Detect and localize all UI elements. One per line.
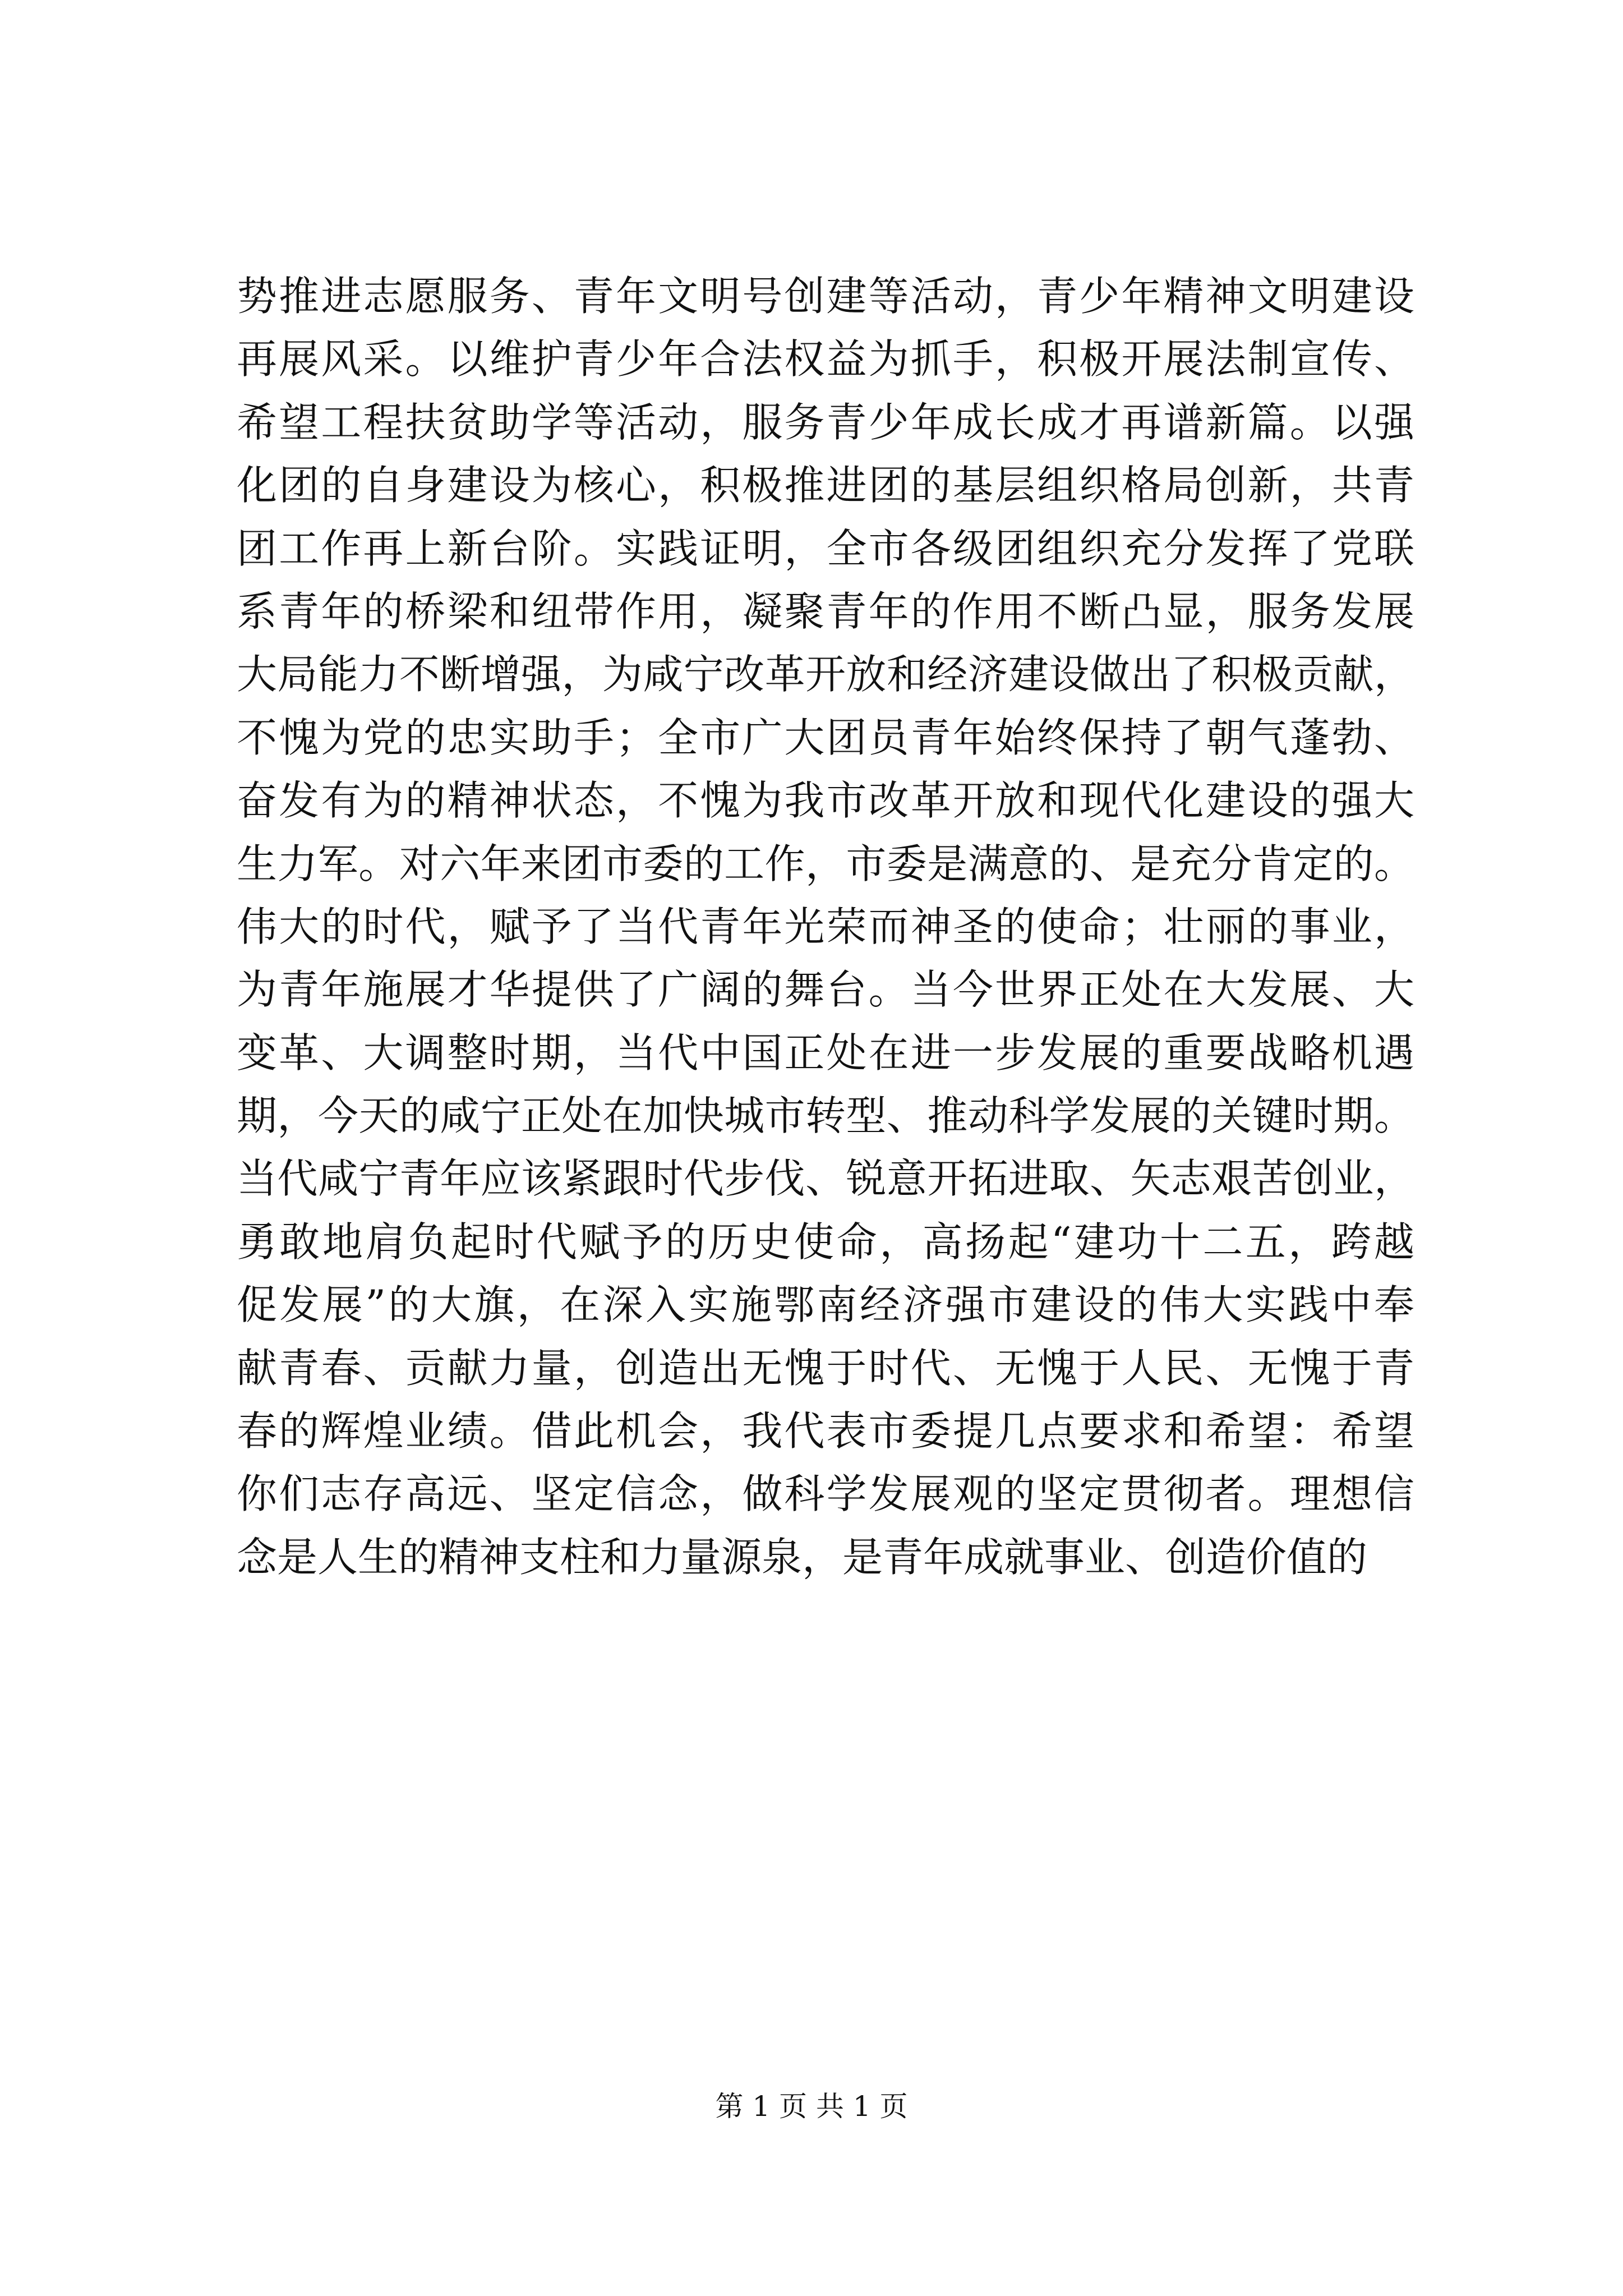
text-line: 化团的自身建设为核心，积极推进团的基层组织格局创新，共青 bbox=[237, 462, 1414, 509]
text-line: 大局能力不断增强，为咸宁改革开放和经济建设做出了积极贡献， bbox=[237, 651, 1414, 698]
text-line: 不愧为党的忠实助手；全市广大团员青年始终保持了朝气蓬勃、 bbox=[237, 714, 1414, 761]
body-text bbox=[237, 265, 1414, 1589]
text-line: 促发展”的大旗，在深入实施鄂南经济强市建设的伟大实践中奉 bbox=[237, 1281, 1414, 1329]
text-line: 为青年施展才华提供了广阔的舞台。当今世界正处在大发展、大 bbox=[237, 966, 1414, 1014]
text-line: 再展风采。以维护青少年合法权益为抓手，积极开展法制宣传、 bbox=[237, 335, 1414, 383]
text-line: 伟大的时代，赋予了当代青年光荣而神圣的使命；壮丽的事业， bbox=[237, 903, 1414, 950]
text-line: 势推进志愿服务、青年文明号创建等活动，青少年精神文明建设 bbox=[237, 273, 1414, 320]
text-line: 系青年的桥梁和纽带作用，凝聚青年的作用不断凸显，服务发展 bbox=[237, 587, 1414, 635]
text-line: 勇敢地肩负起时代赋予的历史使命，高扬起“建功十二五，跨越 bbox=[237, 1218, 1414, 1266]
text-line: 希望工程扶贫助学等活动，服务青少年成长成才再谱新篇。以强 bbox=[237, 398, 1414, 446]
page-footer: 第 1 页 共 1 页 bbox=[715, 2090, 908, 2123]
text-line: 奋发有为的精神状态，不愧为我市改革开放和现代化建设的强大 bbox=[237, 777, 1414, 825]
text-line: 变革、大调整时期，当代中国正处在进一步发展的重要战略机遇 bbox=[237, 1029, 1414, 1076]
text-line: 念是人生的精神支柱和力量源泉，是青年成就事业、创造价值的 bbox=[237, 1533, 1368, 1581]
text-line: 献青春、贡献力量，创造出无愧于时代、无愧于人民、无愧于青 bbox=[237, 1344, 1414, 1392]
text-line: 春的辉煌业绩。借此机会，我代表市委提几点要求和希望：希望 bbox=[237, 1407, 1414, 1455]
text-line: 期，今天的咸宁正处在加快城市转型、推动科学发展的关键时期。 bbox=[237, 1092, 1414, 1140]
text-line: 生力军。对六年来团市委的工作，市委是满意的、是充分肯定的。 bbox=[237, 840, 1414, 887]
text-line: 当代咸宁青年应该紧跟时代步伐、锐意开拓进取、矢志艰苦创业， bbox=[237, 1155, 1414, 1203]
text-line: 团工作再上新台阶。实践证明，全市各级团组织充分发挥了党联 bbox=[237, 524, 1414, 572]
text-line: 你们志存高远、坚定信念，做科学发展观的坚定贯彻者。理想信 bbox=[237, 1470, 1414, 1518]
